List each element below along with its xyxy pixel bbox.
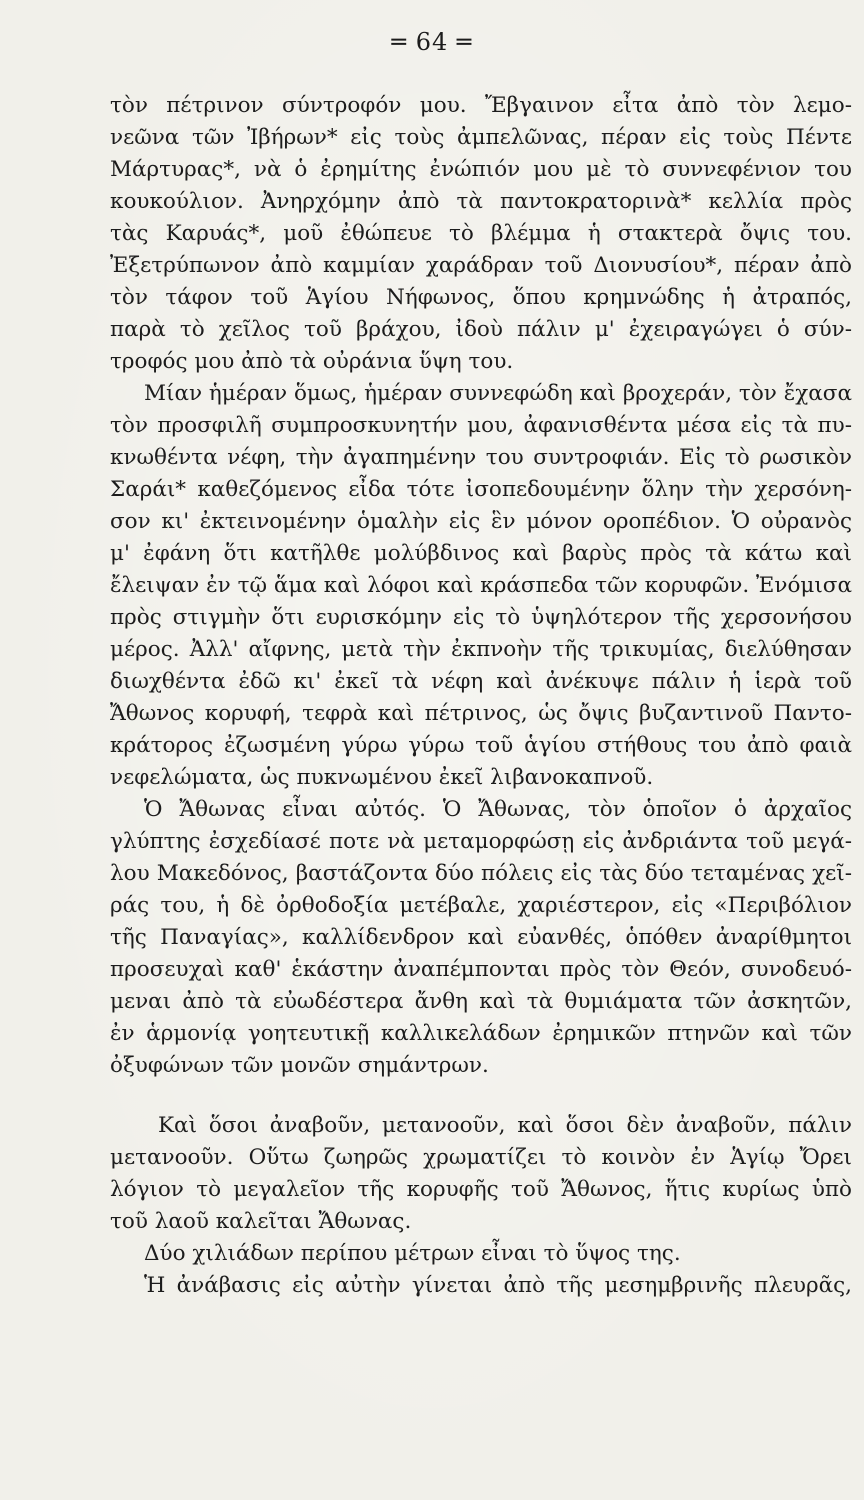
text-line: ράς του, ἡ δὲ ὀρθοδοξία μετέβαλε, χαριέστερον, εἰς «Περιβόλιον [110, 893, 852, 918]
page-number: ═ 64 ═ [391, 28, 473, 56]
text-line: Ἄθωνος κορυφή, τεφρὰ καὶ πέτρινος, ὡς ὄψις βυζαντινοῦ Παντο- [110, 701, 852, 726]
text-line: Ὁ Ἄθωνας εἶναι αὐτός. Ὁ Ἄθωνας, τὸν ὁποῖον ὁ ἀρχαῖος [144, 797, 852, 822]
text-line: ὀξυφώνων τῶν μονῶν σημάντρων. [110, 1053, 489, 1078]
text-line: τὰς Καρυάς*, μοῦ ἐθώπευε τὸ βλέμμα ἡ στακτερὰ ὄψις του. [110, 221, 852, 246]
text-line: τῆς Παναγίας», καλλίδενδρον καὶ εὐανθές, ὁπόθεν ἀναρίθμητοι [110, 925, 852, 950]
text-line: κνωθέντα νέφη, τὴν ἀγαπημένην του συντροφιάν. Εἰς τὸ ρωσικὸν [110, 445, 852, 470]
text-line: γλύπτης ἐσχεδίασέ ποτε νὰ μεταμορφώσῃ εἰς ἀνδριάντα τοῦ μεγά- [110, 829, 852, 854]
text-line: Σαράι* καθεζόμενος εἶδα τότε ἰσοπεδουμένην ὅλην τὴν χερσόνη- [110, 477, 852, 502]
text-line: νεῶνα τῶν Ἰβήρων* εἰς τοὺς ἀμπελῶνας, πέραν εἰς τοὺς Πέντε [110, 125, 852, 150]
text-line: τὸν προσφιλῆ συμπροσκυνητήν μου, ἀφανισθέντα μέσα εἰς τὰ πυ- [110, 413, 852, 438]
text-line: παρὰ τὸ χεῖλος τοῦ βράχου, ἰδοὺ πάλιν μ' ἐχειραγώγει ὁ σύν- [110, 317, 852, 342]
text-line: μέρος. Ἀλλ' αἴφνης, μετὰ τὴν ἐκπνοὴν τῆς τρικυμίας, διελύθησαν [110, 637, 852, 662]
text-body [110, 90, 852, 1302]
text-line: διωχθέντα ἐδῶ κι' ἐκεῖ τὰ νέφη καὶ ἀνέκυψε πάλιν ἡ ἱερὰ τοῦ [110, 669, 852, 694]
text-line: ἔλειψαν ἐν τῷ ἅμα καὶ λόφοι καὶ κράσπεδα τῶν κορυφῶν. Ἐνόμισα [110, 573, 852, 598]
text-line: κράτορος ἐζωσμένη γύρω γύρω τοῦ ἁγίου στήθους του ἀπὸ φαιὰ [110, 733, 852, 758]
text-line: Καὶ ὅσοι ἀναβοῦν, μετανοοῦν, καὶ ὅσοι δὲν ἀναβοῦν, πάλιν [158, 1113, 852, 1138]
text-line: λόγιον τὸ μεγαλεῖον τῆς κορυφῆς τοῦ Ἄθωνος, ἥτις κυρίως ὑπὸ [110, 1177, 852, 1202]
text-line: Ἡ ἀνάβασις εἰς αὐτὴν γίνεται ἀπὸ τῆς μεσημβρινῆς πλευρᾶς, [144, 1273, 852, 1298]
text-line: προσευχαὶ καθ' ἑκάστην ἀναπέμπονται πρὸς τὸν Θεόν, συνοδευό- [110, 957, 852, 982]
text-line: σον κι' ἐκτεινομένην ὁμαλὴν εἰς ἓν μόνον οροπέδιον. Ὁ οὐρανὸς [110, 509, 852, 534]
text-line: ἐν ἁρμονίᾳ γοητευτικῇ καλλικελάδων ἐρημικῶν πτηνῶν καὶ τῶν [110, 1021, 852, 1046]
text-line: μ' ἐφάνη ὅτι κατῆλθε μολύβδινος καὶ βαρὺς πρὸς τὰ κάτω καὶ [110, 541, 852, 566]
text-line: λου Μακεδόνος, βαστάζοντα δύο πόλεις εἰς τὰς δύο τεταμένας χεῖ- [110, 861, 852, 886]
text-line: μετανοοῦν. Οὕτω ζωηρῶς χρωματίζει τὸ κοινὸν ἐν Ἁγίῳ Ὄρει [110, 1145, 852, 1170]
text-line: νεφελώματα, ὡς πυκνωμένου ἐκεῖ λιβανοκαπνοῦ. [110, 765, 654, 790]
text-line: τὸν πέτρινον σύντροφόν μου. Ἔβγαινον εἶτα ἀπὸ τὸν λεμο- [110, 93, 852, 118]
text-line: Ἐξετρύπωνον ἀπὸ καμμίαν χαράδραν τοῦ Διονυσίου*, πέραν ἀπὸ [110, 253, 852, 278]
text-line: μεναι ἀπὸ τὰ εὐωδέστερα ἄνθη καὶ τὰ θυμιάματα τῶν ἀσκητῶν, [110, 989, 852, 1014]
text-line: Μάρτυρας*, νὰ ὁ ἐρημίτης ἐνώπιόν μου μὲ τὸ συννεφένιον του [110, 157, 852, 182]
text-line: τροφός μου ἀπὸ τὰ οὐράνια ὕψη του. [110, 349, 514, 374]
text-line: Μίαν ἡμέραν ὅμως, ἡμέραν συννεφώδη καὶ βροχεράν, τὸν ἔχασα [144, 381, 852, 406]
paragraph-gap [110, 1082, 852, 1110]
text-line: κουκούλιον. Ἀνηρχόμην ἀπὸ τὰ παντοκρατορινὰ* κελλία πρὸς [110, 189, 852, 214]
text-line: τὸν τάφον τοῦ Ἁγίου Νήφωνος, ὅπου κρημνώδης ἡ ἀτραπός, [110, 285, 852, 310]
text-line: πρὸς στιγμὴν ὅτι ευρισκόμην εἰς τὸ ὑψηλότερον τῆς χερσονήσου [110, 605, 852, 630]
text-line: Δύο χιλιάδων περίπου μέτρων εἶναι τὸ ὕψος της. [144, 1241, 681, 1266]
text-line: τοῦ λαοῦ καλεῖται Ἄθωνας. [110, 1209, 412, 1234]
